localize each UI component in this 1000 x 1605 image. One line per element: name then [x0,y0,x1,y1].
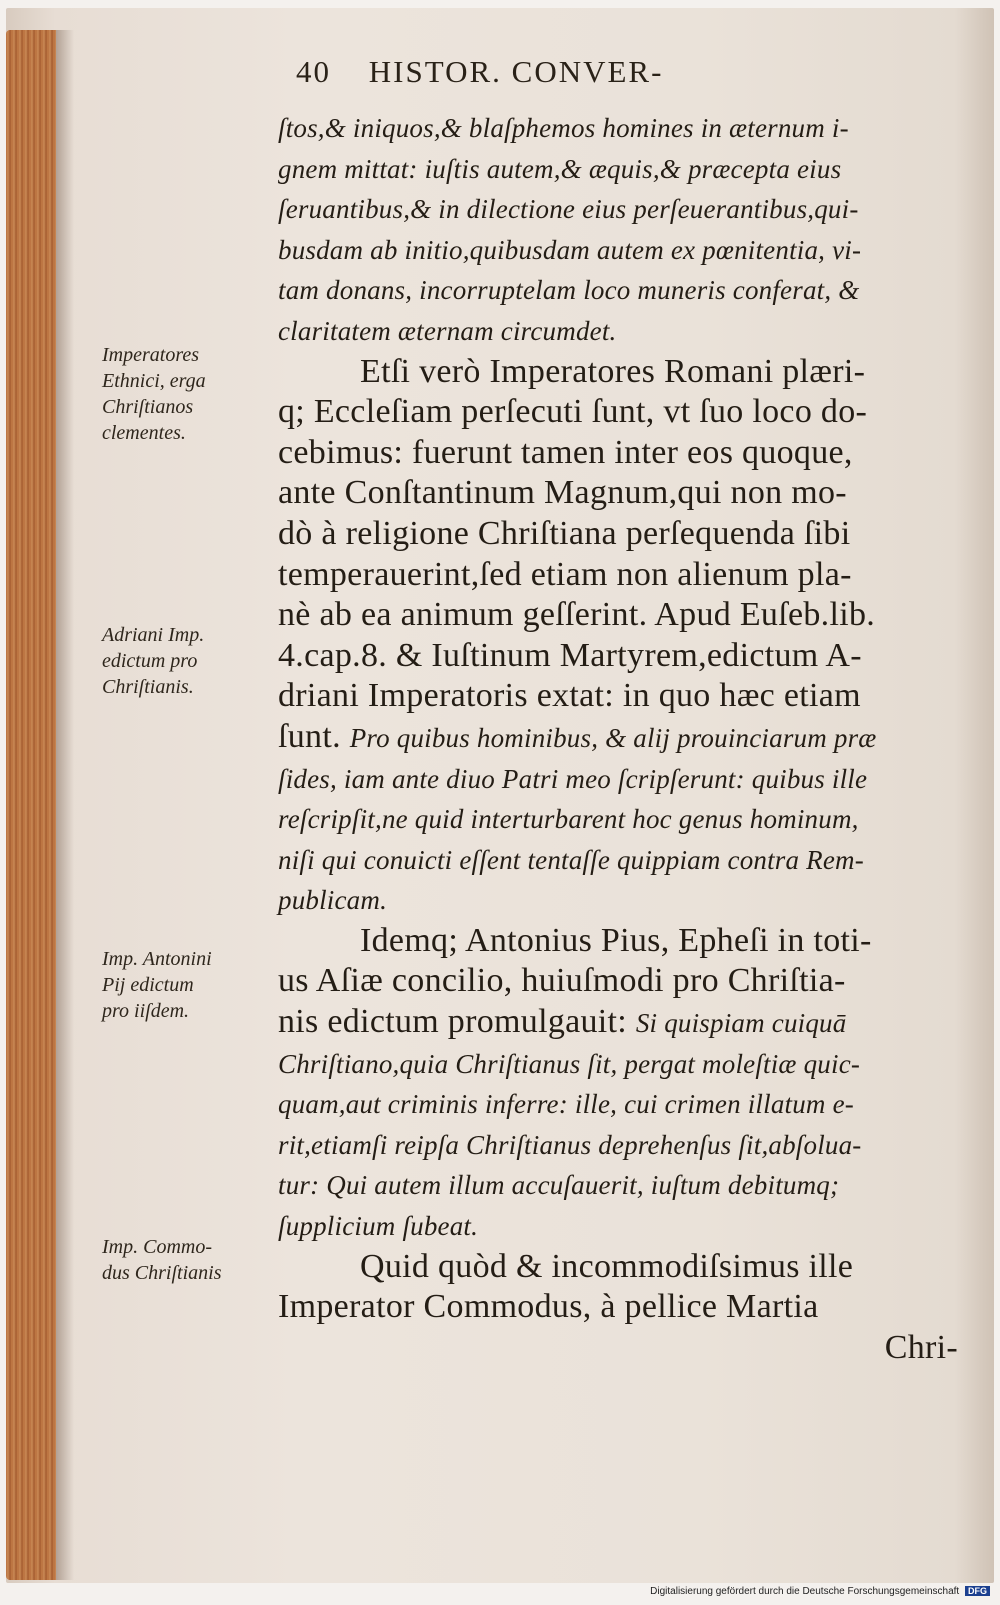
text-line: nè ab ea animum geſſerint. Apud Euſeb.lib. [278,596,876,634]
text-line: Chriſtiano,quia Chriſtianus ſit, pergat moleſtiæ quic- [278,1048,861,1079]
digitization-credit [650,1586,990,1597]
text-line: tur: Qui autem illum accuſauerit, iuſtum debitumq; [278,1170,840,1201]
text-line: ſeruantibus,& in dilectione eius perſeuerantibus,qui- [278,194,859,225]
marginal-note [102,342,277,446]
marginal-note-line: edictum pro [102,650,198,672]
text-line: reſcripſit,ne quid interturbarent hoc genus hominum, [278,804,859,835]
text-line [278,1002,958,1044]
text-line: quam,aut criminis inferre: ille, cui crimen illatum e- [278,1089,854,1120]
text-line: us Aſiæ concilio, huiuſmodi pro Chriſtia- [278,962,846,1000]
text-line: driani Imperatoris extat: in quo hæc etiam [278,677,861,715]
marginal-note-line: Chriſtianos [102,396,194,418]
marginal-note-line: Ethnici, erga [102,370,206,392]
text-line: Idemq; Antonius Pius, Epheſi in toti- [360,921,872,959]
text-line: publicam. [278,885,388,916]
running-head [296,54,856,90]
text-line: Chri- [884,1328,958,1366]
text-line: claritatem æternam circumdet. [278,315,617,346]
marginal-note-line: clementes. [102,422,186,444]
text-line: q; Eccleſiam perſecuti ſunt, vt ſuo loco do- [278,393,868,431]
text-italic-part: Si quispiam cuiquā [635,1008,847,1039]
text-italic-part: Pro quibus hominibus, & alij prouinciarum præ [349,722,877,753]
text-line: ante Conſtantinum Magnum,qui non mo- [278,474,847,512]
marginal-note-line: Imp. Antonini [102,948,212,970]
text-line: ſtos,& iniquos,& blaſphemos homines in æternum i- [278,113,849,143]
book-page [6,8,994,1583]
marginal-note-line: Chriſtianis. [102,676,194,698]
gutter-shadow [56,30,74,1580]
text-line: 4.cap.8. & Iuſtinum Martyrem,edictum A- [278,636,862,674]
text-line: cebimus: fuerunt tamen inter eos quoque, [278,433,853,471]
text-line: temperauerint,ſed etiam non alienum pla- [278,555,852,593]
text-line: gnem mittat: iuſtis autem,& æquis,& præcepta eius [278,153,842,184]
text-line: niſi qui conuicti eſſent tentaſſe quippiam contra Rem- [278,844,864,875]
page-number: 40 [296,54,331,89]
body-text [278,108,958,1368]
marginal-note [102,622,277,700]
text-line: ſides, iam ante diuo Patri meo ſcripſerunt: quibus ille [278,763,868,794]
text-line: rit,etiamſi reipſa Chriſtianus deprehenſus ſit,abſolua- [278,1129,862,1160]
credit-text: Digitalisierung gefördert durch die Deutsche Forschungsgemeinschaft [650,1586,960,1597]
marginal-note [102,946,277,1024]
text-line: tam donans, incorruptelam loco muneris conferat, & [278,275,860,306]
dfg-logo: DFG [965,1586,990,1596]
marginal-note-line: Imperatores [102,344,200,366]
marginal-note [102,1234,277,1286]
text-line: Imperator Commodus, à pellice Martia [278,1288,819,1326]
marginal-note-line: Imp. Commo- [102,1236,212,1258]
text-line: busdam ab initio,quibusdam autem ex pœnitentia, vi- [278,234,862,265]
text-line [278,717,958,759]
marginal-note-line: Adriani Imp. [102,624,205,646]
marginal-note-line: pro iiſdem. [102,1000,190,1022]
page-edge [6,30,56,1580]
text-line: ſupplicium ſubeat. [278,1211,479,1242]
marginal-note-line: Pij edictum [102,974,194,996]
running-title: HISTOR. CONVER- [368,54,664,89]
text-roman-part: ſunt. [278,717,350,755]
text-roman-part: nis edictum promulgauit: [278,1003,636,1041]
text-line: dò à religione Chriſtiana perſequenda ſibi [278,514,851,552]
text-line: Etſi verò Imperatores Romani plæri- [360,352,866,390]
marginal-note-line: dus Chriſtianis [102,1262,222,1284]
text-line: Quid quòd & incommodiſsimus ille [360,1247,854,1285]
